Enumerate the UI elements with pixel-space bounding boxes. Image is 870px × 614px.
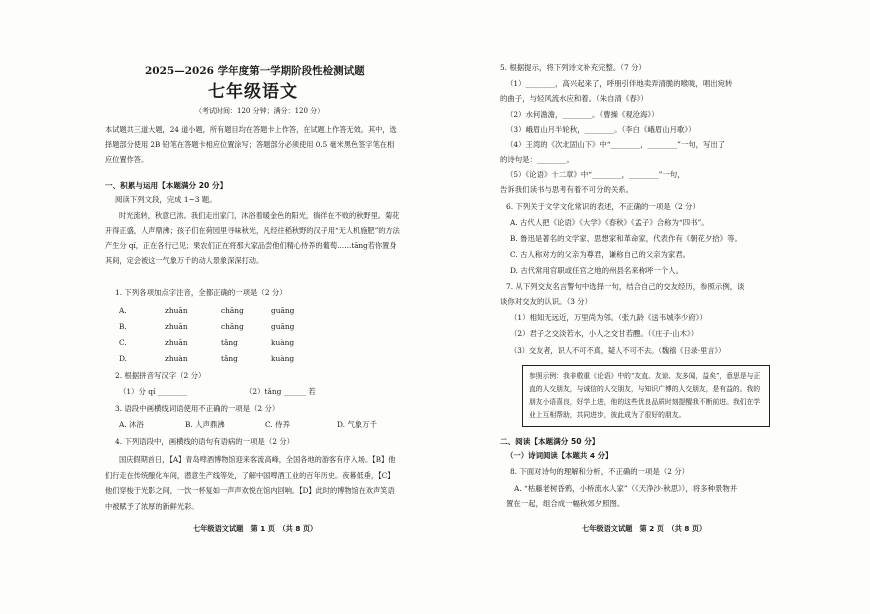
question-3: 3. 语段中画横线词语使用不正确的一项是（2 分） [115, 404, 280, 413]
q5-item-4b: 的诗句是：________。 [500, 155, 574, 164]
exam-title: 2025—2026 学年度第一学期阶段性检测试题 [145, 65, 365, 77]
poetry-subsection: （一）诗词阅读【本题共 4 分】 [506, 451, 613, 460]
question-5: 5. 根据提示，将下列诗文补充完整。（7 分） [500, 63, 646, 72]
question-4: 4. 下列语段中，画横线的语句有语病的一项是（2 分） [115, 437, 295, 446]
q1-option-d [119, 354, 294, 365]
page-footer-1: 七年级语文试题 第 1 页 （共 8 页） [193, 524, 318, 533]
reading-intro: 阅读下列文段，完成 1~3 题。 [115, 195, 217, 204]
page-footer-2: 七年级语文试题 第 2 页 （共 8 页） [582, 524, 707, 533]
q6-option-b: B. 鲁迅是著名的文学家、思想家和革命家，代表作有《朝花夕拾》等。 [510, 234, 742, 243]
section-two-heading: 二、阅读【本题满分 50 分】 [500, 437, 600, 446]
q1-option-c [119, 338, 294, 349]
q1-option-a [119, 306, 294, 317]
example-box: 参照示例：我非敬重《论语》中的“友直、友谅、友多闻，益矣”，意思是与正直的人交朋友，与诚信的人交朋友，与知识广博的人交朋友，是有益的。我的朋友小语喜良，好学上进，他的这些优良品质时刻提醒我不断前进。我们在学业上互相帮助，共同进步，彼此成为了很好的朋友。 [522, 365, 770, 427]
option-letter: B. [119, 322, 127, 331]
q5-item-4a: （4）王湾的《次北固山下》中“________，________”一句，写出了 [506, 140, 726, 149]
q2-part-1: （1）分 qí ________ [119, 387, 188, 396]
question-8: 8. 下面对诗句的理解和分析，不正确的一项是（2 分） [510, 467, 690, 476]
instructions: 本试题共三道大题，24 道小题，所有题目均在答题卡上作答，在试题上作答无效。其中，选择题部分使用 2B 铅笔在答题卡相应位置涂写；答题部分必须使用 0.5 毫米黑色签字笔在相应位置作答。 [105, 125, 397, 164]
pinyin-a: zhuān [165, 338, 188, 347]
option-letter: D. [119, 354, 128, 363]
pinyin-b: chāng [221, 306, 244, 315]
q3-option-c: C. 侍养 [265, 420, 290, 429]
exam-info: （考试时间：120 分钟；满分：120 分） [195, 107, 325, 115]
pinyin-a: zhuān [165, 306, 188, 315]
q5-item-1a: （1）________，高兴起来了，呼朋引伴地卖弄清脆的喉咙，唱出宛转 [506, 79, 733, 88]
q5-item-3: （3）峨眉山月半轮秋，________。（李白《峨眉山月歌》） [506, 125, 696, 134]
pinyin-c: guāng [271, 322, 295, 331]
pinyin-c: kuàng [271, 354, 295, 363]
q8-option-a-cont: 置在一起，组合成一幅秋郊夕照图。 [506, 499, 625, 508]
question-2: 2. 根据拼音写汉字（2 分） [115, 371, 206, 380]
q3-option-a: A. 沐浴 [119, 420, 144, 429]
q5-item-5a: （5）《论语》十二章》中“________，________”一句， [506, 170, 685, 179]
question-6: 6. 下列关于文学文化常识的表述，不正确的一项是（2 分） [506, 202, 700, 211]
q6-option-c: C. 古人称对方的父亲为尊君，谦称自己的父亲为家君。 [510, 250, 691, 259]
q6-option-a: A. 古代人把《论语》《大学》《春秋》《孟子》合称为“四书”。 [510, 218, 709, 227]
q1-option-b [119, 322, 294, 333]
pinyin-c: guāng [271, 306, 295, 315]
q8-option-a: A. “枯藤老树昏鸦，小桥流水人家”（《天净沙·秋思》），将多种景物并 [514, 484, 738, 493]
q3-option-b: B. 人声鼎沸 [185, 420, 225, 429]
option-letter: C. [119, 338, 127, 347]
q5-item-1b: 的曲子，与轻风流水应和着。（朱自清《春》） [500, 94, 648, 103]
q5-item-5b: 告诉我们读书与思考有着不可分的关系。 [500, 185, 634, 194]
pinyin-b: tǎng [221, 354, 238, 363]
question-7: 7. 从下列交友名言警句中选择一句，结合自己的交友经历，参照示例，谈 [506, 282, 745, 291]
question-1: 1. 下列各项加点字注音，全都正确的一项是（2 分） [115, 288, 287, 297]
q7-quote-1: （1）相知无远近，万里尚为邻。（张九龄《送韦城李少府》） [510, 313, 707, 322]
q7-quote-3: （3）交友者，识人不可不真，疑人不可不去。（魏禧《日录·里言》） [510, 346, 726, 355]
q7-quote-2: （2）君子之交淡若水，小人之交甘若醴。（《庄子·山木》） [510, 329, 699, 338]
grade-title: 七年级语文 [208, 82, 298, 102]
pinyin-a: zhuàn [165, 354, 188, 363]
option-letter: A. [119, 306, 127, 315]
reading-passage: 时光流转，秋意已浓。我们走出家门，沐浴着暖金色的阳光，徜徉在不败的秋野里。菊花开得正盛，人声鼎沸；孩子们在荷园里寻味秋光，凡经往稻秋野的汉子用“无人机施肥”的方法产生分 qí，正在各行己见；果农们正在将那大家品尝他们精心侍养的葡萄……tāng若你置身其间，定会被这一气象万千的动人景象深深打动。 [105, 211, 400, 265]
q3-option-d: D. 气象万千 [337, 420, 377, 429]
q4-passage: 国庆假期首日，【A】青岛啤酒博物馆迎来客流高峰，全国各地的游客有序入场。【B】他们行走在传统酿化车间，潜意生产线等处，了解中国啤酒工业的百年历史。夜幕低垂，【C】他们穿梭于光影之间，一饮一杯复如一声声欢悦在馆内回响。【D】此时的博物馆在欢声笑语中被赋予了浓厚的新鲜光彩。 [105, 455, 396, 511]
q2-part-2: （2）tǎng ______ 若 [245, 387, 316, 396]
section-one-heading: 一、积累与运用【本题满分 20 分】 [105, 181, 228, 190]
q3-options [119, 420, 377, 431]
q5-item-2: （2）水何澹澹，________。（曹操《观沧海》） [506, 110, 659, 119]
pinyin-a: zhuān [165, 322, 188, 331]
question-7-cont: 谈你对交友的认识。（3 分） [500, 297, 593, 306]
q6-option-d: D. 古代常用官职或任官之地的州县名来称呼一个人。 [510, 266, 683, 275]
pinyin-b: chāng [221, 322, 244, 331]
pinyin-b: tǎng [221, 338, 238, 347]
pinyin-c: kuàng [271, 338, 295, 347]
